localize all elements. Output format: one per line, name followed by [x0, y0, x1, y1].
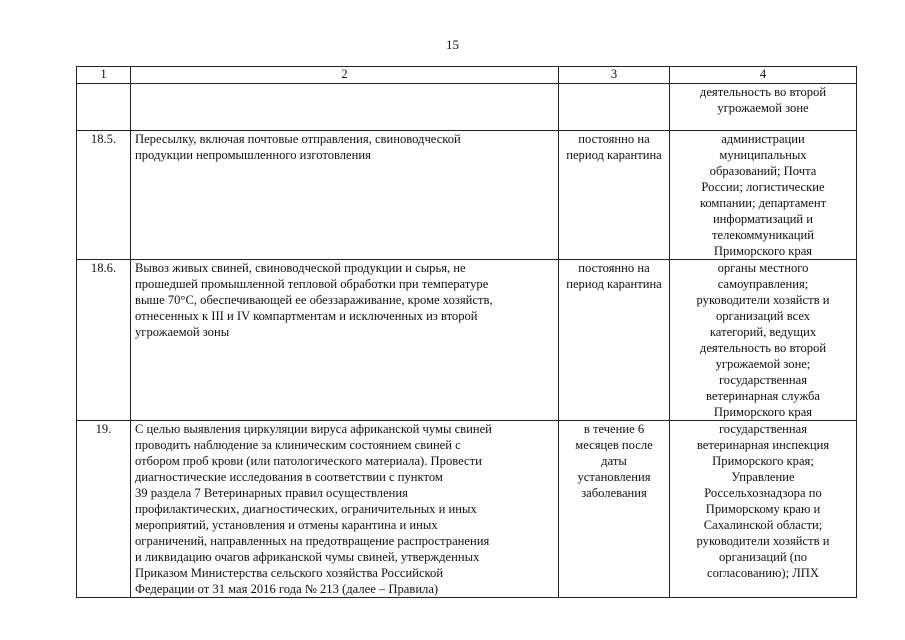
cell-text-line: компании; департамент	[699, 196, 827, 210]
cell-text-line: угрожаемой зоны	[135, 325, 230, 339]
column-header: 2	[131, 67, 559, 84]
measure-cell	[131, 421, 559, 598]
page-number: 15	[446, 37, 459, 52]
cell-text-line: период карантина	[566, 148, 662, 162]
cell-text-line: Приморского края;	[712, 454, 814, 468]
cell-text-line: организаций (по	[719, 550, 807, 564]
cell-text-line: Пересылку, включая почтовые отправления, свиноводческой	[135, 132, 461, 146]
cell-text-line: согласованию); ЛПХ	[706, 566, 819, 580]
column-header: 3	[559, 67, 670, 84]
cell-text-line: установления	[577, 470, 651, 484]
cell-text-line: Приморскому краю и	[705, 502, 821, 516]
cell-text-line: месяцев после	[575, 438, 653, 452]
cell-text-line: профилактических, диагностических, ограничительных и иных	[135, 502, 477, 516]
measure-cell	[131, 260, 559, 421]
cell-text-line: постоянно на	[578, 261, 650, 275]
table-row	[77, 421, 857, 598]
term-cell	[559, 421, 670, 598]
cell-text-line: муниципальных	[719, 148, 807, 162]
cell-text-line: отнесенных к III и IV компартментам и исключенных из второй	[135, 309, 478, 323]
cell-text-line: организаций всех	[715, 309, 811, 323]
term-cell	[559, 260, 670, 421]
cell-text-line: продукции непромышленного изготовления	[135, 148, 371, 162]
cell-text-line: угрожаемой зоне	[717, 101, 809, 115]
measures-table	[76, 66, 857, 598]
cell-text-line: даты	[601, 454, 627, 468]
cell-text-line: С целью выявления циркуляции вируса африканской чумы свиней	[135, 422, 492, 436]
cell-text-line: руководители хозяйств и	[696, 293, 830, 307]
cell-text-line: Приморского края	[713, 244, 813, 258]
cell-text-line: ограничений, направленных на предотвращение распространения	[135, 534, 490, 548]
row-number-cell: 19.	[77, 421, 131, 598]
cell-text-line: Россельхознадзора по	[704, 486, 822, 500]
cell-text-line: администрации	[721, 132, 805, 146]
measure-cell	[131, 131, 559, 260]
cell-text-line: 39 раздела 7 Ветеринарных правил осуществления	[135, 486, 408, 500]
cell-text-line: Федерации от 31 мая 2016 года № 213 (далее – Правила)	[135, 582, 439, 596]
cell-text-line: информатизаций и	[712, 212, 814, 226]
cell-text-line: в течение 6	[583, 422, 645, 436]
column-header: 4	[670, 67, 857, 84]
cell-text-line: ветеринарная служба	[705, 389, 821, 403]
cell-text-line: мероприятий, установления и отмены карантина и иных	[135, 518, 438, 532]
cell-text-line: руководители хозяйств и	[696, 534, 830, 548]
cell-text-line: деятельность во второй	[699, 85, 827, 99]
cell-text-line: угрожаемой зоне;	[715, 357, 811, 371]
row-number-cell: 18.5.	[77, 131, 131, 260]
cell-text-line: Сахалинской области;	[703, 518, 823, 532]
table-header-row	[77, 67, 857, 84]
responsible-cell	[670, 84, 857, 131]
cell-text-line: ветеринарная инспекция	[696, 438, 830, 452]
term-cell	[559, 84, 670, 131]
cell-text-line: проводить наблюдение за клиническим состоянием свиней с	[135, 438, 461, 452]
cell-text-line: деятельность во второй	[699, 341, 827, 355]
cell-text-line: прошедшей промышленной тепловой обработки при температуре	[135, 277, 489, 291]
responsible-cell	[670, 421, 857, 598]
cell-text-line: самоуправления;	[717, 277, 809, 291]
cell-text-line: Приказом Министерства сельского хозяйства Российской	[135, 566, 444, 580]
table-row	[77, 260, 857, 421]
cell-text-line: отбором проб крови (или патологического материала). Провести	[135, 454, 482, 468]
cell-text-line: телекоммуникаций	[712, 228, 814, 242]
row-number-cell: 18.6.	[77, 260, 131, 421]
row-number-cell	[77, 84, 131, 131]
cell-text-line: Управление	[731, 470, 795, 484]
cell-text-line: период карантина	[566, 277, 662, 291]
cell-text-line: России; логистические	[701, 180, 825, 194]
column-header: 1	[77, 67, 131, 84]
measure-cell	[131, 84, 559, 131]
cell-text-line: государственная	[718, 373, 808, 387]
table-row	[77, 131, 857, 260]
cell-text-line: государственная	[718, 422, 808, 436]
cell-text-line: Приморского края	[713, 405, 813, 419]
cell-text-line: диагностические исследования в соответствии с пунктом	[135, 470, 443, 484]
cell-text-line: и ликвидацию очагов африканской чумы свиней, утвержденных	[135, 550, 480, 564]
term-cell	[559, 131, 670, 260]
cell-text-line: постоянно на	[578, 132, 650, 146]
cell-text-line: заболевания	[581, 486, 647, 500]
responsible-cell	[670, 260, 857, 421]
cell-text-line: категорий, ведущих	[709, 325, 817, 339]
cell-text-line: органы местного	[717, 261, 809, 275]
cell-text-line: выше 70°С, обеспечивающей ее обеззараживание, кроме хозяйств,	[135, 293, 493, 307]
cell-text-line: образований; Почта	[709, 164, 817, 178]
table-row	[77, 84, 857, 131]
responsible-cell	[670, 131, 857, 260]
cell-text-line: Вывоз живых свиней, свиноводческой продукции и сырья, не	[135, 261, 466, 275]
